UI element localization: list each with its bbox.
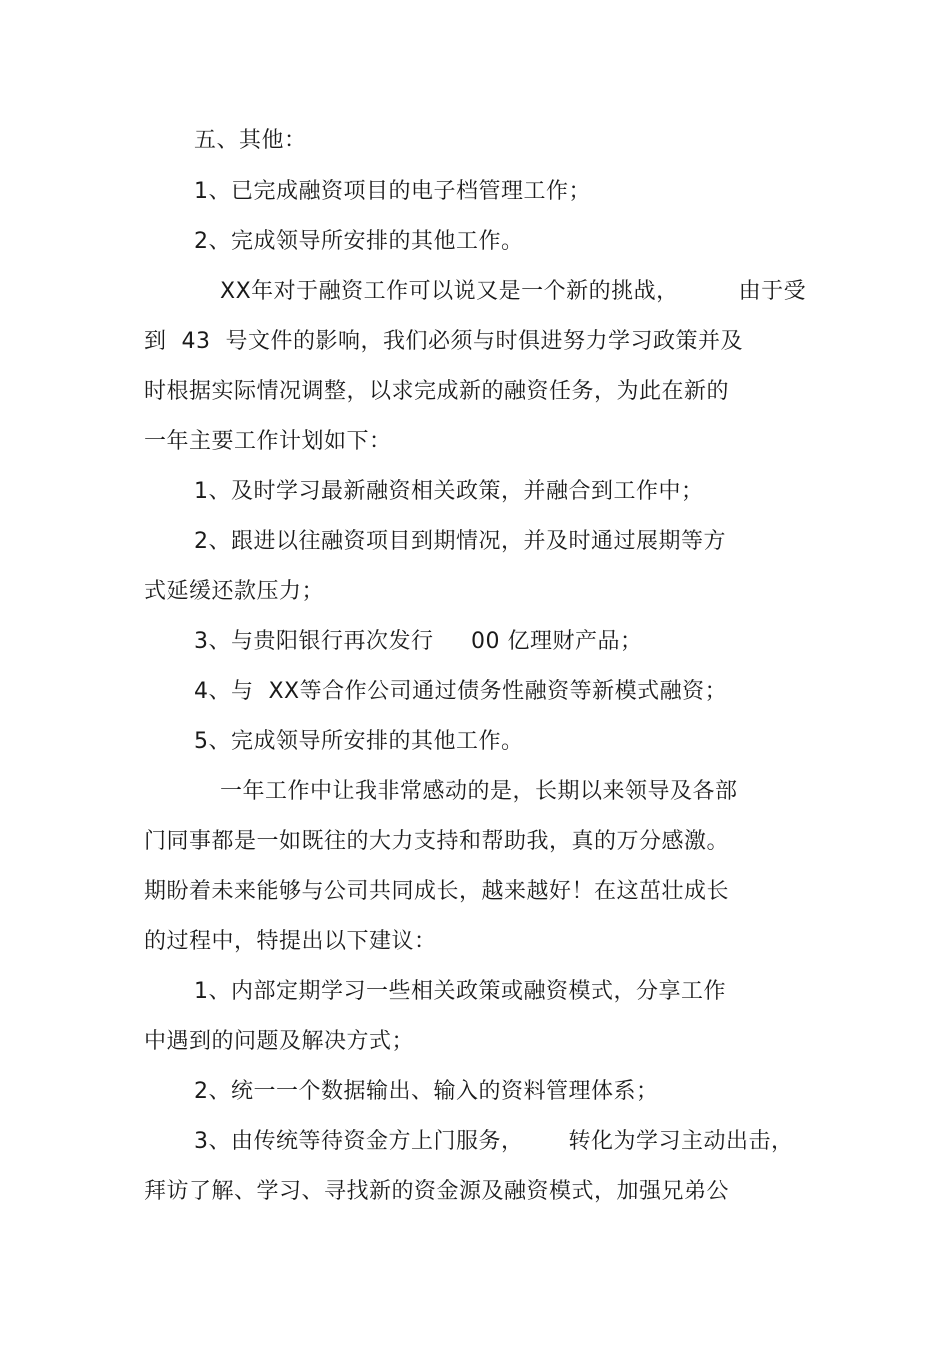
text-line: 门同事都是一如既往的大力支持和帮助我，真的万分感激。 (144, 829, 730, 854)
text-line: 1、已完成融资项目的电子档管理工作； (194, 179, 591, 204)
text-line: 一年工作中让我非常感动的是，长期以来领导及各部 (220, 779, 738, 804)
text-line: 的过程中，特提出以下建议： (144, 929, 437, 954)
text-line: 式延缓还款压力； (144, 579, 325, 604)
text-line: 1、及时学习最新融资相关政策，并融合到工作中； (194, 479, 704, 504)
text-line: 1、内部定期学习一些相关政策或融资模式，分享工作 (194, 979, 726, 1004)
text-line: 拜访了解、学习、寻找新的资金源及融资模式，加强兄弟公 (144, 1179, 730, 1204)
text-line: 2、统一一个数据输出、输入的资料管理体系； (194, 1079, 659, 1104)
text-line: 中遇到的问题及解决方式； (144, 1029, 415, 1054)
text-line: 到 43 号文件的影响，我们必须与时俱进努力学习政策并及 (144, 329, 743, 354)
text-line: 4、与 XX等合作公司通过债务性融资等新模式融资； (194, 679, 728, 704)
text-line: 2、跟进以往融资项目到期情况，并及时通过展期等方 (194, 529, 726, 554)
text-line: 5、完成领导所安排的其他工作。 (194, 729, 524, 754)
text-line: XX年对于融资工作可以说又是一个新的挑战， 由于受 (220, 279, 807, 304)
text-line: 3、与贵阳银行再次发行 00 亿理财产品； (194, 629, 643, 654)
text-line: 2、完成领导所安排的其他工作。 (194, 229, 524, 254)
text-line: 3、由传统等待资金方上门服务， 转化为学习主动出击， (194, 1129, 794, 1154)
text-line: 期盼着未来能够与公司共同成长，越来越好！在这茁壮成长 (144, 879, 730, 904)
text-line: 时根据实际情况调整，以求完成新的融资任务，为此在新的 (144, 379, 730, 404)
section-heading-other: 五、其他： (194, 128, 307, 153)
text-line: 一年主要工作计划如下： (144, 429, 392, 454)
